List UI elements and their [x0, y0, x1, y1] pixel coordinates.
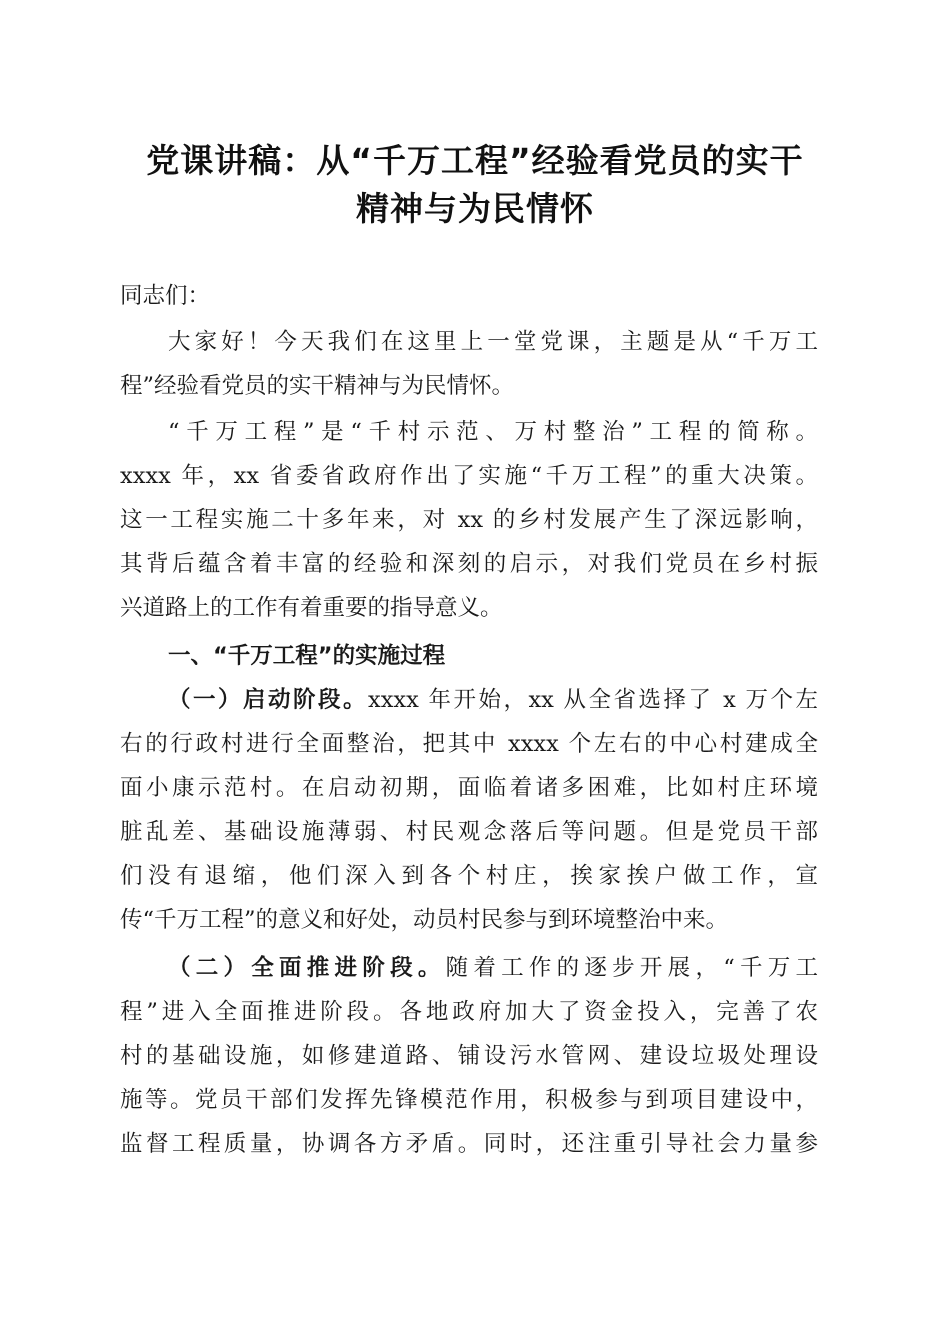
stage2-line-3: 村的基础设施，如修建道路、铺设污水管网、建设垃圾处理设 [120, 1043, 818, 1069]
stage1-line-1 [168, 678, 818, 722]
document-title-line-1: 党课讲稿：从“千万工程”经验看党员的实干 [146, 141, 804, 180]
stage1-line-5: 们没有退缩，他们深入到各个村庄，挨家挨户做工作，宣 [120, 863, 818, 889]
section-heading-1: 一、“千万工程”的实施过程 [168, 643, 446, 669]
document-body [120, 0, 830, 1344]
intro-line-2: 程”经验看党员的实干精神与为民情怀。 [120, 373, 515, 399]
stage1-line-1-text: xxxx 年开始，xx 从全省选择了 x 万个左 [368, 687, 818, 713]
intro-line-1: 大家好！今天我们在这里上一堂党课，主题是从“千万工 [168, 329, 818, 355]
background-line-5: 兴道路上的工作有着重要的指导意义。 [120, 595, 503, 621]
background-line-1: “千万工程”是“千村示范、万村整治”工程的简称。 [168, 419, 818, 445]
background-line-3: 这一工程实施二十多年来，对 xx 的乡村发展产生了深远影响， [120, 507, 818, 533]
stage1-line-4: 脏乱差、基础设施薄弱、村民观念落后等问题。但是党员干部 [120, 819, 818, 845]
salutation: 同志们： [120, 283, 211, 309]
stage2-line-4: 施等。党员干部们发挥先锋模范作用，积极参与到项目建设中， [120, 1087, 818, 1113]
stage2-line-1-text: 随着工作的逐步开展，“千万工 [445, 955, 818, 981]
stage1-label: （一）启动阶段。 [168, 687, 369, 713]
document-title-line-2: 精神与为民情怀 [356, 189, 594, 228]
stage2-label: （二）全面推进阶段。 [168, 955, 446, 981]
stage2-line-2: 程”进入全面推进阶段。各地政府加大了资金投入，完善了农 [120, 999, 818, 1025]
background-line-4: 其背后蕴含着丰富的经验和深刻的启示，对我们党员在乡村振 [120, 551, 818, 577]
stage1-line-2: 右的行政村进行全面整治，把其中 xxxx 个左右的中心村建成全 [120, 731, 818, 757]
stage1-line-3: 面小康示范村。在启动初期，面临着诸多困难，比如村庄环境 [120, 775, 818, 801]
stage2-line-1 [168, 946, 818, 990]
background-line-2: xxxx 年，xx 省委省政府作出了实施“千万工程”的重大决策。 [120, 463, 818, 489]
stage2-line-5: 监督工程质量，协调各方矛盾。同时，还注重引导社会力量参 [120, 1131, 818, 1157]
stage1-line-6: 传“千万工程”的意义和好处，动员村民参与到环境整治中来。 [120, 907, 729, 933]
